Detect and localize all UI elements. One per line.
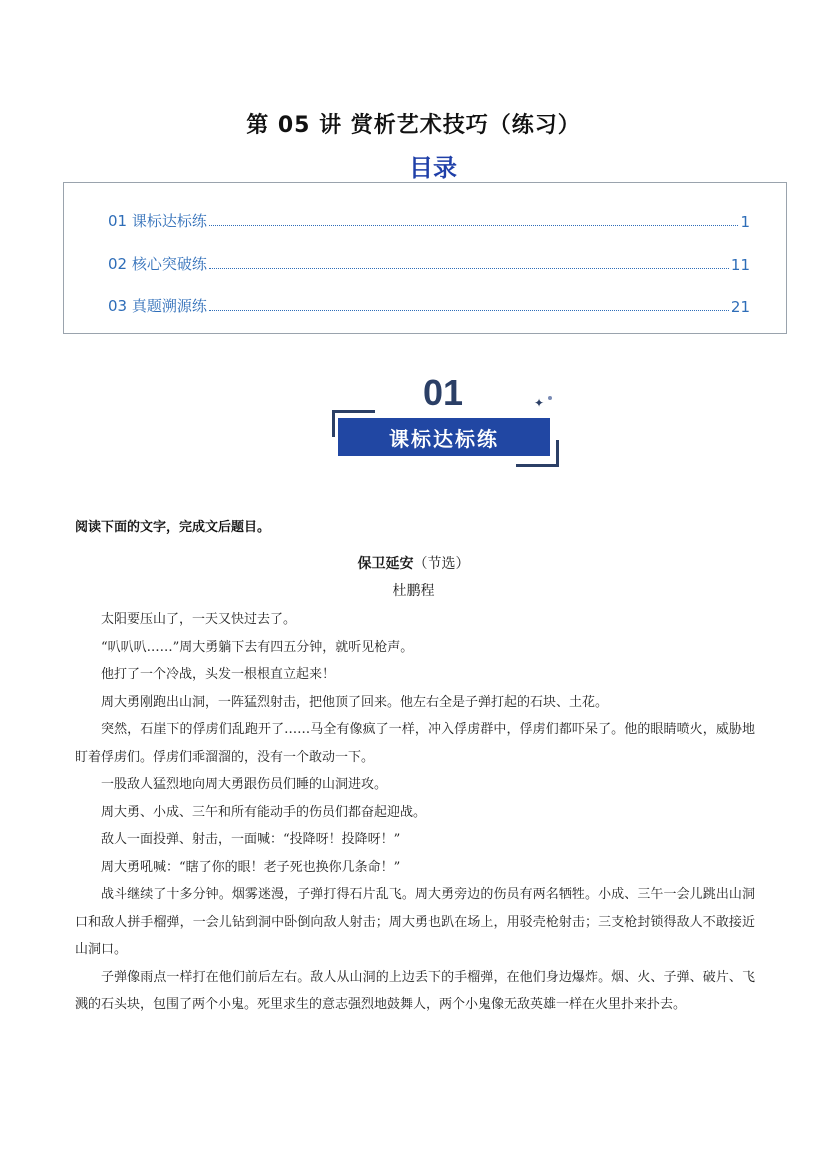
sparkle-icon: ✦ <box>534 396 545 410</box>
paragraph: 一股敌人猛烈地向周大勇跟伤员们睡的山洞进攻。 <box>101 777 388 792</box>
paragraph: 突然，石崖下的俘虏们乱跑开了……马全有像疯了一样，冲入俘虏群中，俘虏们都吓呆了。他的眼睛喷火，威胁地盯着俘虏们。俘虏们乖溜溜的，没有一个敢动一下。 <box>75 722 755 765</box>
instruction-text: 阅读下面的文字，完成文后题目。 <box>75 520 271 535</box>
toc-leader-dots <box>209 267 729 269</box>
toc-item-page: 1 <box>740 213 750 231</box>
dot-icon <box>548 396 552 400</box>
toc-item-2[interactable] <box>108 252 750 274</box>
paragraph: 敌人一面投弹、射击，一面喊：“投降呀！投降呀！” <box>101 832 401 847</box>
paragraph: 周大勇刚跑出山洞，一阵猛烈射击，把他顶了回来。他左右全是子弹打起的石块、土花。 <box>101 694 609 710</box>
toc-heading: 目录 <box>409 154 457 182</box>
article-title-note: （节选） <box>413 556 470 572</box>
article-author: 杜鹏程 <box>392 583 435 599</box>
toc-item-label: 02 核心突破练 <box>108 255 207 273</box>
article-body <box>75 606 755 1019</box>
article-title-text: 保卫延安 <box>357 556 414 572</box>
toc-item-1[interactable] <box>108 209 750 231</box>
paragraph: 太阳要压山了，一天又快过去了。 <box>101 612 297 627</box>
toc-leader-dots <box>209 224 739 226</box>
toc-item-page: 11 <box>730 256 750 274</box>
toc-item-label: 01 课标达标练 <box>108 212 207 230</box>
paragraph: “叭叭叭……”周大勇躺下去有四五分钟，就听见枪声。 <box>101 639 414 655</box>
paragraph: 子弹像雨点一样打在他们前后左右。敌人从山洞的上边丢下的手榴弹，在他们身边爆炸。烟、火、子弹、破片、飞溅的石头块，包围了两个小鬼。死里求生的意志强烈地鼓舞人，两个小鬼像无敌英雄一样在火里扑来扑去。 <box>75 969 755 1012</box>
section-number: 01 <box>422 372 464 413</box>
article-title <box>0 553 827 573</box>
table-of-contents <box>63 182 787 334</box>
section-badge <box>330 372 560 467</box>
page-title: 第 05 讲 赏析艺术技巧（练习） <box>246 113 581 138</box>
toc-item-page: 21 <box>730 298 750 316</box>
toc-leader-dots <box>209 309 729 311</box>
paragraph: 周大勇吼喊：“瞎了你的眼！老子死也换你几条命！” <box>101 859 401 875</box>
toc-item-3[interactable] <box>108 294 750 316</box>
paragraph: 周大勇、小成、三午和所有能动手的伤员们都奋起迎战。 <box>101 804 427 820</box>
paragraph: 他打了一个冷战，头发一根根直立起来！ <box>101 667 336 682</box>
paragraph: 战斗继续了十多分钟。烟雾迷漫，子弹打得石片乱飞。周大勇旁边的伤员有两名牺牲。小成、三午一会儿跳出山洞口和敌人拼手榴弹，一会儿钻到洞中卧倒向敌人射击；周大勇也趴在场上，用驳壳枪射击；三支枪封锁得敌人不敢接近山洞口。 <box>75 887 755 957</box>
toc-item-label: 03 真题溯源练 <box>108 297 207 315</box>
section-label: 课标达标练 <box>338 418 550 456</box>
